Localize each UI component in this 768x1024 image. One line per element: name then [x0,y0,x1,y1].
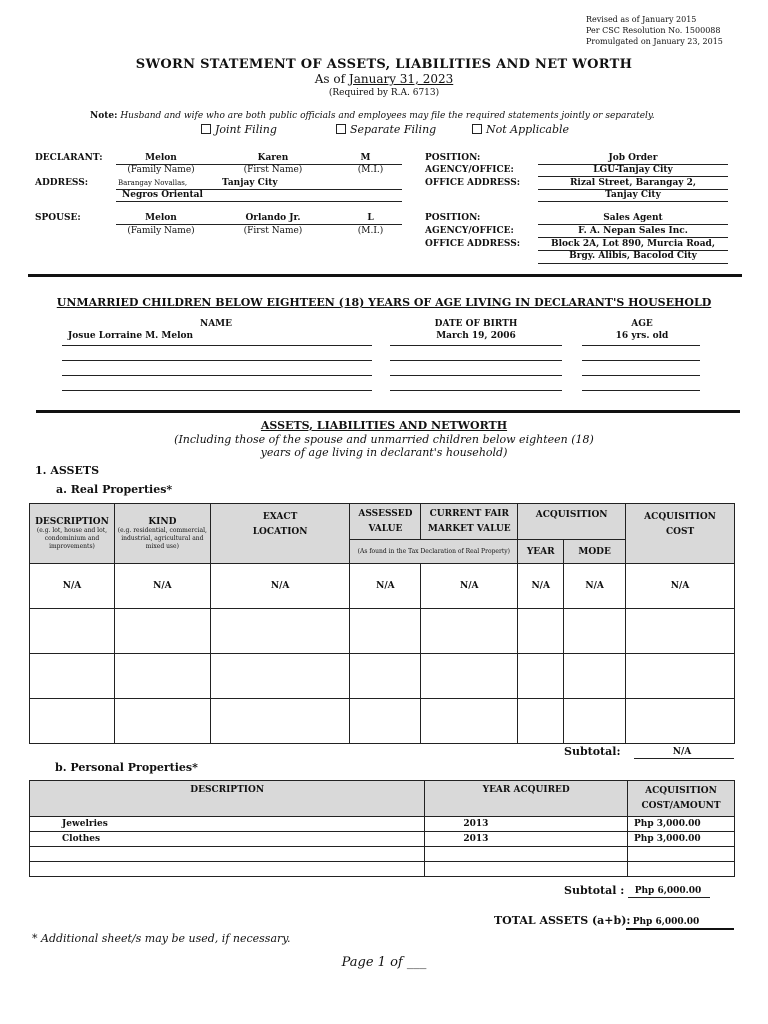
address-label: ADDRESS: [35,178,89,188]
table-row [30,654,735,699]
header-text: ACQUISITION [645,785,717,796]
declarant-office-line2: Tanjay City [605,190,661,200]
spouse-office-label: OFFICE ADDRESS: [425,239,521,249]
as-of-date: January 31, 2023 [348,72,454,86]
col-assessed [350,504,421,540]
col-year-acquired: YEAR ACQUIRED [425,781,628,817]
caption-family: (Family Name) [127,226,195,236]
underline [538,176,728,177]
header-note: (As found in the Tax Declaration of Real Property) [357,547,510,555]
underline [582,390,700,391]
header-text: LOCATION [252,527,308,537]
position-label: POSITION: [425,153,481,163]
children-col-name: NAME [199,319,233,329]
assets-heading: ASSETS, LIABILITIES AND NETWORTH [260,419,508,432]
personal-subtotal-value: Php 6,000.00 [634,886,702,896]
section-divider [36,410,740,413]
col-location [210,504,350,564]
address-line1a: Barangay Novallas, [118,179,188,187]
table-row [30,817,735,832]
total-assets-label: TOTAL ASSETS (a+b): [494,914,631,927]
table-cell: Clothes [30,832,425,847]
agency-label: AGENCY/OFFICE: [425,165,514,175]
personal-properties-label: b. Personal Properties* [55,761,198,774]
caption-mi: (M.I.) [357,226,384,236]
spouse-position-label: POSITION: [425,213,481,223]
revision-line: Revised as of January 2015 [586,15,697,24]
option-separate[interactable] [336,123,436,136]
option-na-label: Not Applicable [486,123,570,136]
table-cell: N/A [350,564,421,609]
as-of-label: As of [314,72,346,86]
col-year: YEAR [518,540,564,564]
spouse-office-line2: Brgy. Alibis, Bacolod City [569,251,697,261]
revision-line: Per CSC Resolution No. 1500088 [586,26,721,35]
underline [116,201,402,202]
col-cost [626,504,735,564]
assets-sub1: (Including those of the spouse and unmarried children below eighteen (18) [174,433,594,446]
child-age: 16 yrs. old [615,331,669,341]
checkbox-icon [201,124,211,134]
table-cell: N/A [30,564,115,609]
header-text: VALUE [368,523,403,534]
underline [582,360,700,361]
col-cost-amount [628,781,735,817]
spouse-position: Sales Agent [603,213,663,223]
table-cell: 2013 [425,817,628,832]
declarant-office-line1: Rizal Street, Barangay 2, [569,178,697,188]
underline [582,375,700,376]
underline [390,390,562,391]
table-cell: N/A [626,564,735,609]
declarant-family-name: Melon [145,153,177,163]
note [90,111,655,121]
spouse-agency-label: AGENCY/OFFICE: [425,226,514,236]
underline [626,928,734,930]
personal-properties-table [29,780,735,877]
header-text: ACQUISITION [644,512,716,522]
real-subtotal-label: Subtotal: [564,745,621,758]
declarant-first-name: Karen [257,153,289,163]
tax-note-cell [350,540,518,564]
underline [62,390,372,391]
header-text: CURRENT FAIR [429,508,510,519]
note-text: Husband and wife who are both public officials and employees may file the required statements jointly or separately. [120,111,655,121]
personal-subtotal-label: Subtotal : [564,884,625,897]
table-cell: Jewelries [30,817,425,832]
children-heading: UNMARRIED CHILDREN BELOW EIGHTEEN (18) YEARS OF AGE LIVING IN DECLARANT'S HOUSEHOLD [56,296,712,309]
assets-label: 1. ASSETS [35,464,100,477]
spouse-first-name: Orlando Jr. [245,213,301,223]
underline [62,375,372,376]
header-text: COST/AMOUNT [641,800,721,811]
total-assets-value: Php 6,000.00 [632,917,700,927]
header-text: EXACT [262,512,298,522]
table-cell: Php 3,000.00 [628,832,735,847]
header-note: (e.g. residential, commercial, industrial, agricultural and mixed use) [117,526,207,550]
underline [390,375,562,376]
header-text: ASSESSED [358,508,413,519]
caption-first: (First Name) [243,165,303,175]
table-row [30,564,735,609]
col-mode: MODE [564,540,626,564]
assets-sub2: years of age living in declarant's household) [260,446,508,459]
underline [62,360,372,361]
checkbox-icon [472,124,482,134]
required-by: (Required by R.A. 6713) [328,88,440,98]
declarant-label: DECLARANT: [35,153,103,163]
table-cell: 2013 [425,832,628,847]
table-cell: Php 3,000.00 [628,817,735,832]
col-description [30,504,115,564]
caption-family: (Family Name) [127,165,195,175]
table-cell: N/A [210,564,350,609]
header-text: MARKET VALUE [427,523,511,534]
table-row [30,609,735,654]
option-separate-label: Separate Filing [350,123,437,136]
revision-line: Promulgated on January 23, 2015 [586,37,723,46]
spouse-agency: F. A. Nepan Sales Inc. [578,226,688,236]
table-cell: N/A [421,564,518,609]
underline [628,897,710,898]
option-joint-label: Joint Filing [215,123,277,136]
declarant-position: Job Order [608,153,658,163]
as-of-line [0,72,768,86]
real-properties-label: a. Real Properties* [56,483,173,496]
children-col-dob: DATE OF BIRTH [434,319,518,329]
table-cell: N/A [114,564,210,609]
col-acquisition: ACQUISITION [518,504,626,540]
spouse-family-name: Melon [145,213,177,223]
caption-mi: (M.I.) [357,165,384,175]
real-properties-table [29,503,735,744]
underline [538,201,728,202]
address-line2: Negros Oriental [122,190,203,200]
underline [116,224,402,225]
spouse-label: SPOUSE: [35,213,81,223]
declarant-mi: M [360,153,371,163]
table-cell: N/A [564,564,626,609]
underline [62,345,372,346]
col-fair-value [421,504,518,540]
child-dob: March 19, 2006 [436,331,516,341]
declarant-agency: LGU-Tanjay City [593,165,673,175]
header-text: COST [665,527,695,537]
underline [634,758,734,759]
spouse-office-line1: Block 2A, Lot 890, Murcia Road, [551,239,715,249]
table-row [30,847,735,862]
table-row [30,832,735,847]
note-label: Note: [90,111,118,121]
section-divider [28,274,742,277]
address-line1b: Tanjay City [222,178,278,188]
checkbox-icon [336,124,346,134]
underline [538,263,728,264]
office-label: OFFICE ADDRESS: [425,178,521,188]
child-name: Josue Lorraine M. Melon [68,331,194,341]
footnote: * Additional sheet/s may be used, if necessary. [32,932,291,945]
table-row [30,862,735,877]
children-col-age: AGE [631,319,653,329]
page-title: SWORN STATEMENT OF ASSETS, LIABILITIES AND NET WORTH [135,57,633,72]
header-text: KIND [148,516,177,527]
underline [538,224,728,225]
underline [390,360,562,361]
underline [582,345,700,346]
revision-block [586,14,723,47]
option-not-applicable[interactable] [472,123,569,136]
page-number: Page 1 of ___ [341,955,427,970]
caption-first: (First Name) [243,226,303,236]
option-joint[interactable] [201,123,277,136]
spouse-mi: L [367,213,374,223]
table-row [30,699,735,744]
col-description: DESCRIPTION [30,781,425,817]
underline [538,237,728,238]
table-cell: N/A [518,564,564,609]
header-note: (e.g. lot, house and lot, condominium and improvements) [36,526,108,550]
header-text: DESCRIPTION [35,516,109,527]
real-subtotal-value: N/A [672,747,692,757]
underline [390,345,562,346]
col-kind [114,504,210,564]
